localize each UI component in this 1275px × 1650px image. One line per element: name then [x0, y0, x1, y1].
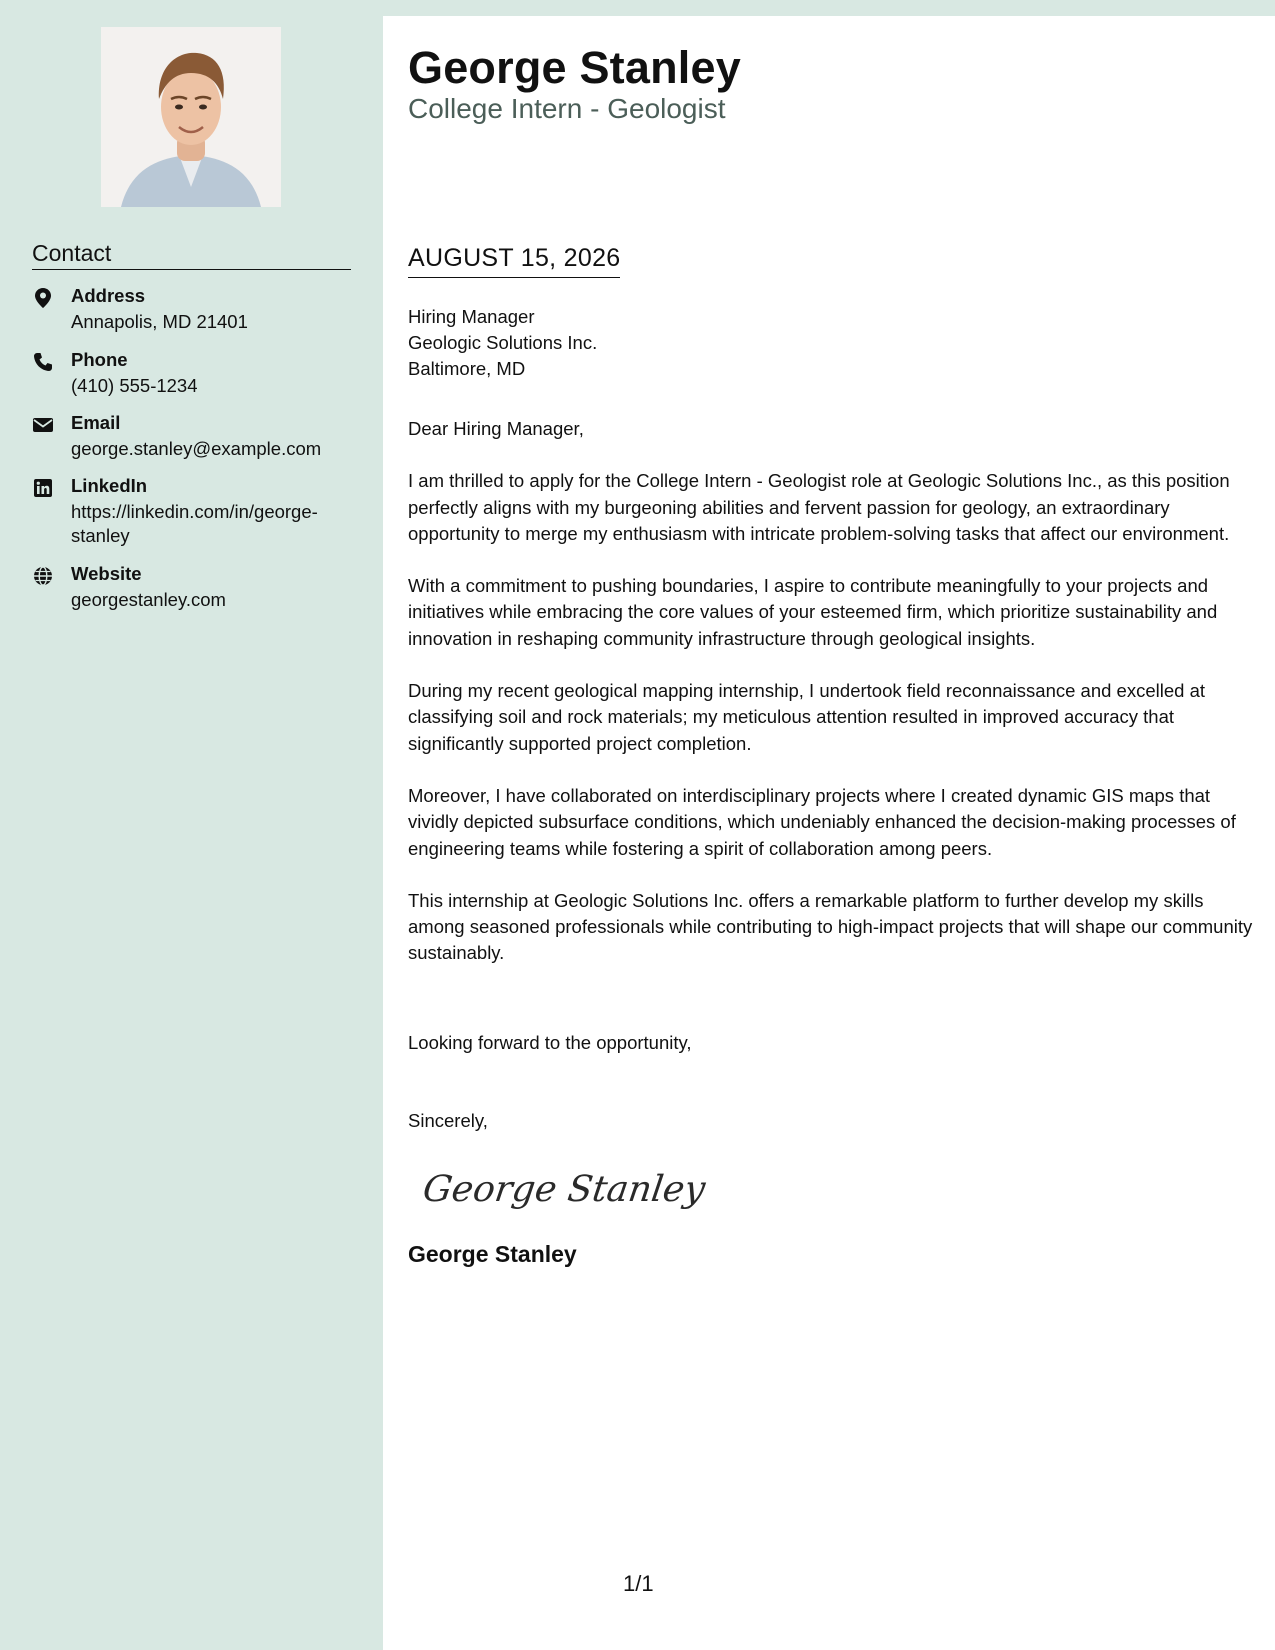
salutation: Dear Hiring Manager,	[408, 418, 584, 439]
contact-section-title: Contact	[32, 240, 351, 270]
recipient-line: Hiring Manager	[408, 306, 535, 327]
contact-label: LinkedIn	[71, 475, 148, 496]
letter-paragraph: Moreover, I have collaborated on interdisciplinary projects where I created dynamic GIS maps that vividly depicted subsurface conditions, which undeniably enhanced the decision-making processes of engineering teams while fostering a spirit of collaboration among peers.	[408, 784, 1236, 859]
letter-paragraph: During my recent geological mapping internship, I undertook field reconnaissance and excelled at classifying soil and rock materials; my meticulous attention resulted in improved accuracy that significantly supported project completion.	[408, 680, 1205, 754]
avatar	[101, 27, 281, 207]
email-icon	[32, 414, 54, 436]
job-title: College Intern - Geologist	[408, 93, 726, 124]
contact-label: Phone	[71, 349, 128, 370]
letter-text	[408, 416, 1253, 993]
contact-value: (410) 555-1234	[71, 375, 198, 396]
page-number: 1/1	[623, 1571, 654, 1596]
sidebar	[0, 0, 383, 1650]
signer-name: George Stanley	[408, 1241, 577, 1267]
letter-body	[383, 16, 1275, 1650]
contact-label: Email	[71, 412, 121, 433]
contact-value[interactable]: georgestanley.com	[71, 589, 226, 610]
map-pin-icon	[32, 287, 54, 309]
contact-label: Address	[71, 285, 146, 306]
globe-icon	[32, 565, 54, 587]
letter-paragraph: I am thrilled to apply for the College Intern - Geologist role at Geologic Solutions Inc., as this position perfectly aligns with my burgeoning abilities and fervent passion for geology, an extraordinary opportunity to merge my enthusiasm with intricate problem-solving tasks that affect our environment.	[408, 470, 1230, 544]
svg-text:George Stanley: George Stanley	[420, 1167, 708, 1210]
signature	[420, 1156, 708, 1221]
contact-value: george.stanley@example.com	[71, 438, 322, 459]
contact-value: Annapolis, MD 21401	[71, 311, 248, 332]
contact-value[interactable]: https://linkedin.com/in/george-stanley	[71, 501, 318, 546]
linkedin-icon	[32, 477, 54, 499]
contact-label: Website	[71, 563, 142, 584]
letter-paragraph: This internship at Geologic Solutions Inc. offers a remarkable platform to further develop my skills among seasoned professionals while contributing to high-impact projects that will shape our community sustainably.	[408, 889, 1253, 964]
phone-icon	[32, 351, 54, 373]
page-title: George Stanley	[408, 42, 741, 93]
closing-line: Looking forward to the opportunity,	[408, 1032, 692, 1053]
recipient-line: Geologic Solutions Inc.	[408, 332, 598, 353]
letter-paragraph: With a commitment to pushing boundaries, I aspire to contribute meaningfully to your projects and initiatives while embracing the core values of your esteemed firm, which prioritize sustainability and innovation in reshaping community infrastructure through geological insights.	[408, 575, 1218, 649]
recipient-line: Baltimore, MD	[408, 358, 526, 379]
recipient-block	[408, 304, 597, 382]
sign-off: Sincerely,	[408, 1110, 488, 1131]
letter-date: AUGUST 15, 2026	[408, 244, 620, 278]
